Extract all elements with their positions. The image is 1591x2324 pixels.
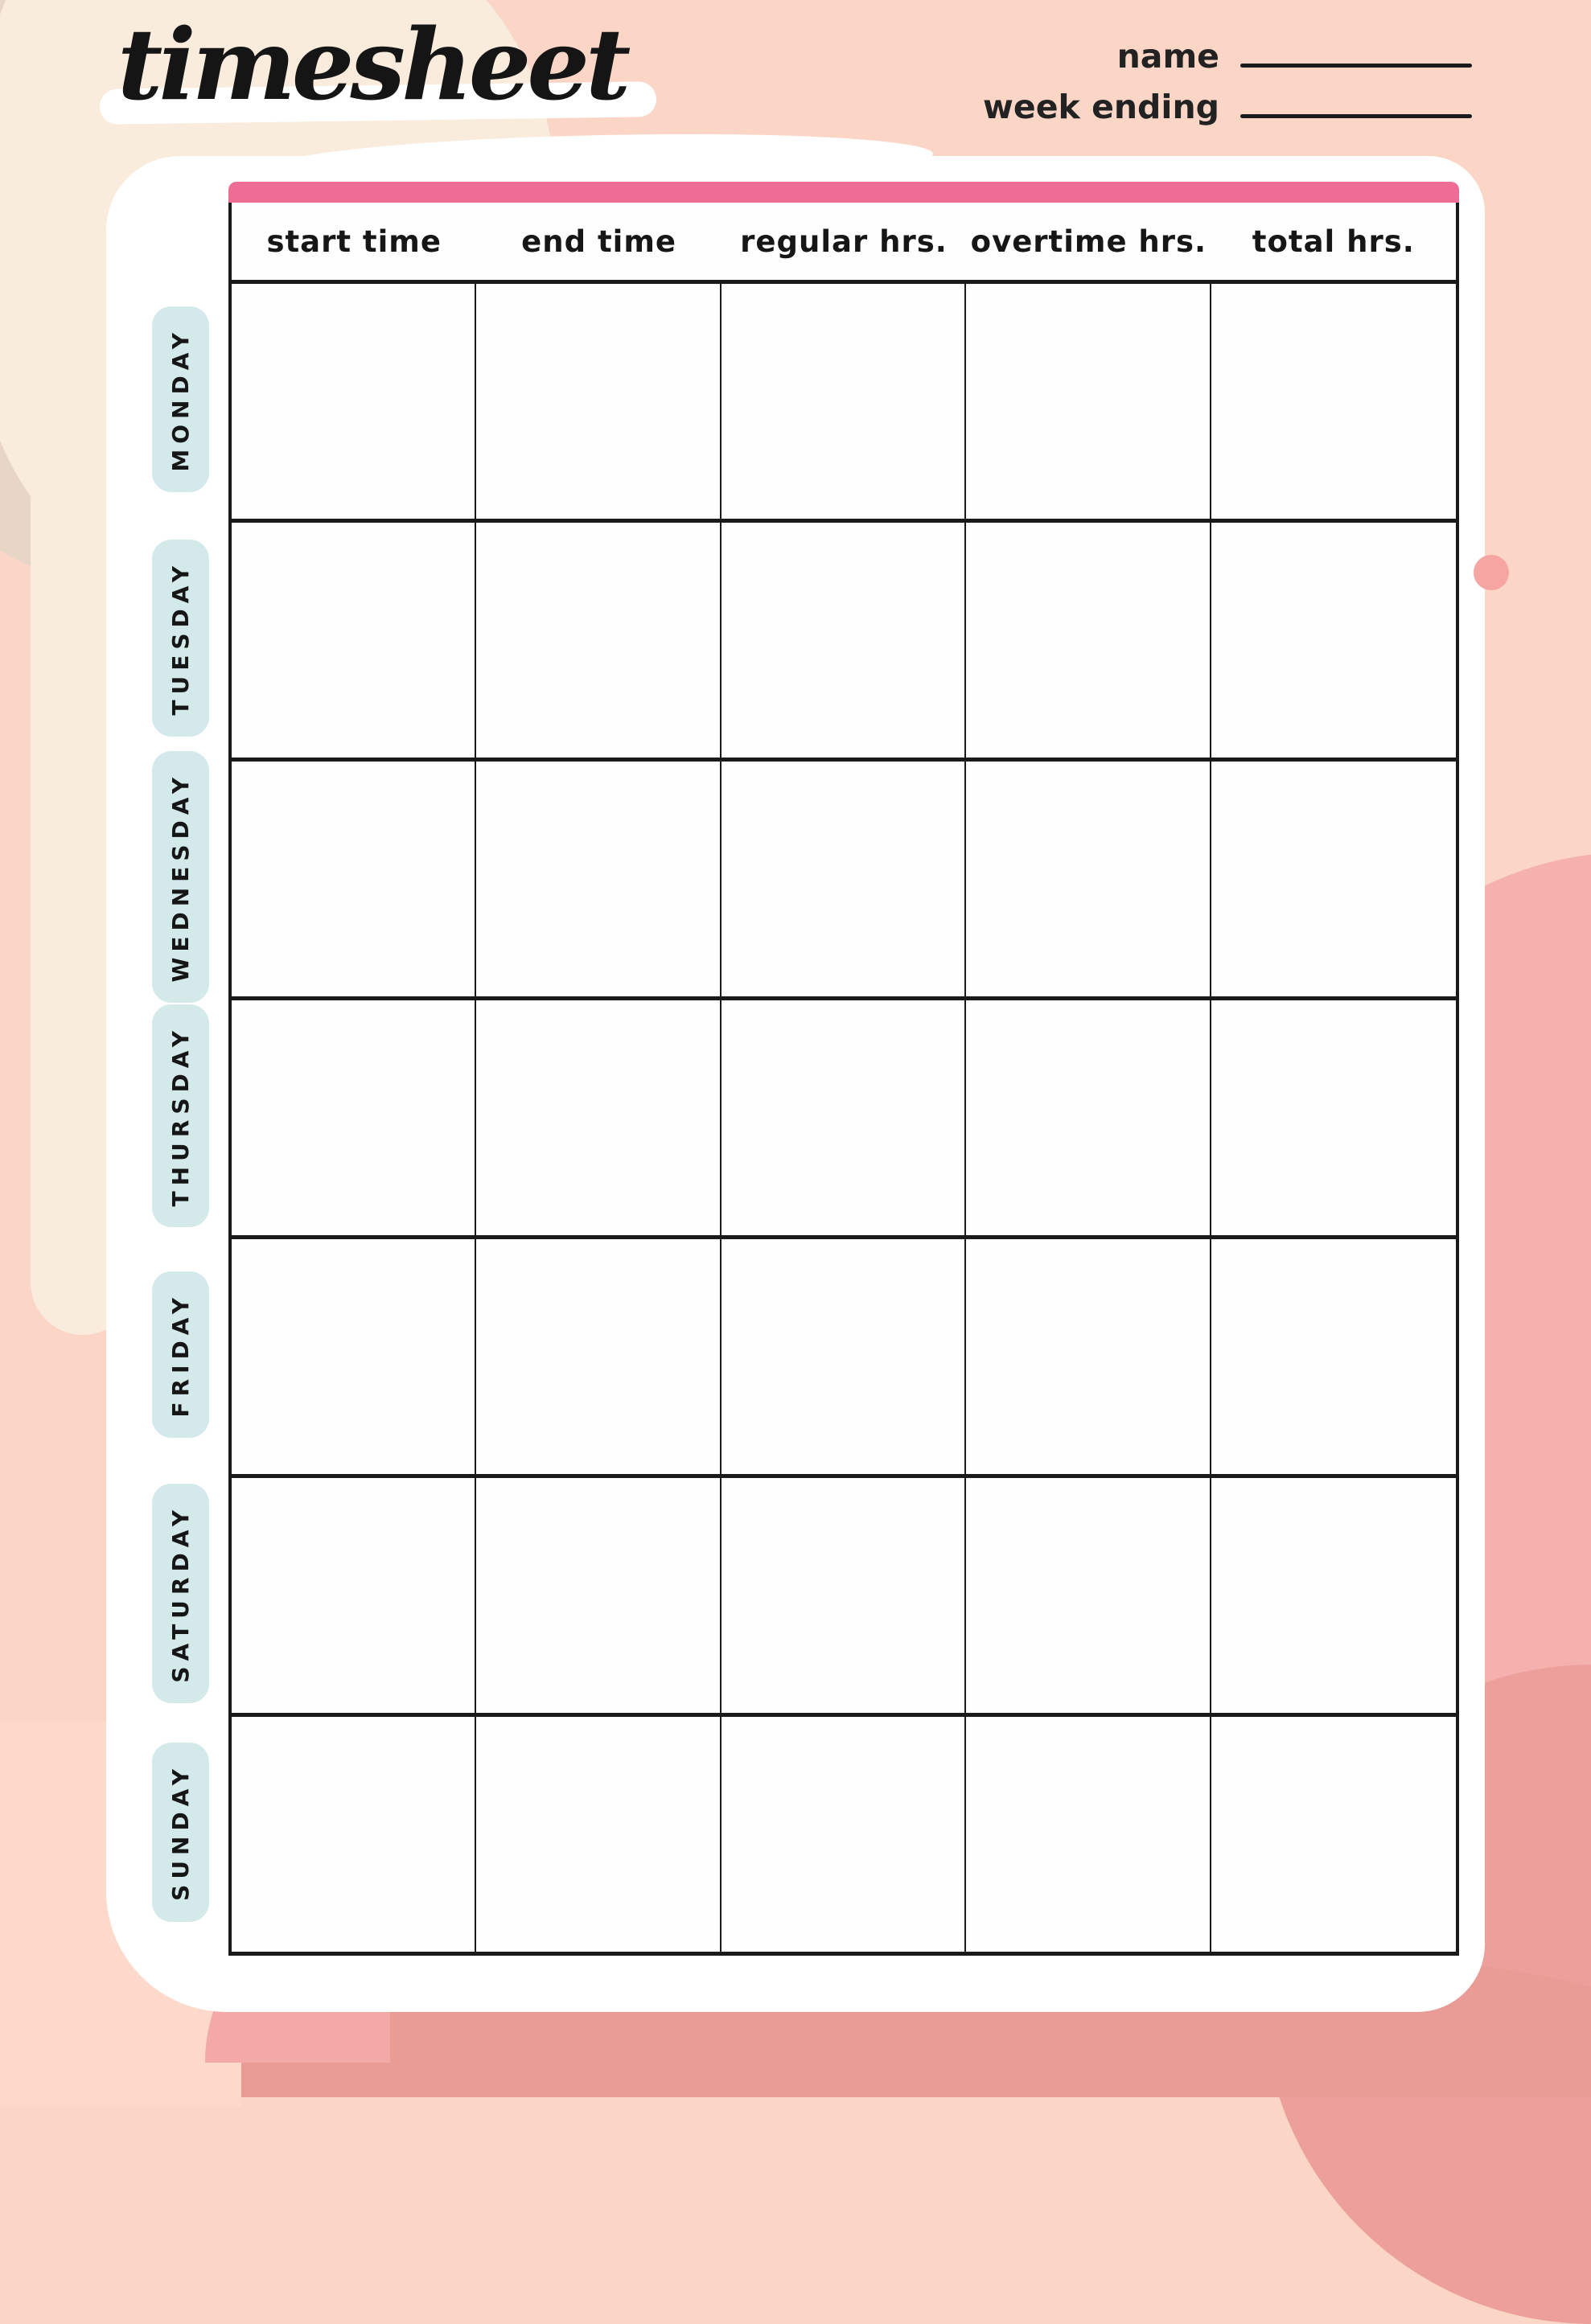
day-tab-slot (152, 280, 209, 519)
cell-thursday-start-time[interactable] (232, 1000, 476, 1235)
day-tab-slot (152, 1474, 209, 1713)
table-row-tuesday (232, 523, 1456, 762)
cell-friday-total-hrs[interactable] (1211, 1239, 1456, 1474)
day-tab-slot (152, 758, 209, 996)
page-title: timesheet (117, 6, 627, 122)
cell-friday-overtime-hrs[interactable] (966, 1239, 1211, 1474)
cell-tuesday-end-time[interactable] (476, 523, 721, 758)
cell-thursday-end-time[interactable] (476, 1000, 721, 1235)
cell-thursday-overtime-hrs[interactable] (966, 1000, 1211, 1235)
table-accent-bar (228, 182, 1459, 203)
table-row-wednesday (232, 762, 1456, 1000)
heart-icon: ♡ (967, 1965, 994, 1998)
cell-tuesday-total-hrs[interactable] (1211, 523, 1456, 758)
cell-tuesday-start-time[interactable] (232, 523, 476, 758)
cell-friday-regular-hrs[interactable] (722, 1239, 966, 1474)
day-tab-sunday (152, 1743, 209, 1922)
day-tab-label: SATURDAY (167, 1504, 194, 1683)
day-tab-saturday (152, 1484, 209, 1704)
cell-wednesday-regular-hrs[interactable] (722, 762, 966, 996)
cell-sunday-overtime-hrs[interactable] (966, 1717, 1211, 1952)
week-ending-input[interactable] (1240, 114, 1472, 118)
cell-wednesday-end-time[interactable] (476, 762, 721, 996)
cell-wednesday-total-hrs[interactable] (1211, 762, 1456, 996)
name-label: name (1116, 37, 1219, 76)
cell-monday-start-time[interactable] (232, 284, 476, 519)
day-tab-slot (152, 996, 209, 1235)
cell-saturday-regular-hrs[interactable] (722, 1478, 966, 1713)
day-tab-slot (152, 1235, 209, 1474)
table-row-saturday (232, 1478, 1456, 1717)
cell-sunday-start-time[interactable] (232, 1717, 476, 1952)
day-tab-label: THURSDAY (167, 1024, 194, 1207)
cell-monday-regular-hrs[interactable] (722, 284, 966, 519)
cell-saturday-overtime-hrs[interactable] (966, 1478, 1211, 1713)
column-header-regular-hrs: regular hrs. (740, 224, 948, 259)
day-tab-monday (152, 306, 209, 493)
day-tab-label: FRIDAY (167, 1291, 194, 1418)
day-tab-slot (152, 519, 209, 758)
day-tab-wednesday (152, 751, 209, 1004)
table-row-sunday (232, 1717, 1456, 1952)
cell-wednesday-start-time[interactable] (232, 762, 476, 996)
table-header-row (232, 203, 1456, 284)
day-tab-label: MONDAY (167, 326, 194, 472)
cell-thursday-regular-hrs[interactable] (722, 1000, 966, 1235)
cell-friday-end-time[interactable] (476, 1239, 721, 1474)
column-header-total-hrs: total hrs. (1252, 224, 1415, 259)
day-tab-thursday (152, 1004, 209, 1228)
table-row-monday (232, 284, 1456, 523)
cell-monday-end-time[interactable] (476, 284, 721, 519)
cell-sunday-regular-hrs[interactable] (722, 1717, 966, 1952)
day-tab-slot (152, 1713, 209, 1952)
day-tabs-column (152, 280, 209, 1952)
cell-sunday-total-hrs[interactable] (1211, 1717, 1456, 1952)
day-tab-label: TUESDAY (167, 560, 194, 716)
column-header-end-time: end time (521, 224, 676, 259)
cell-saturday-end-time[interactable] (476, 1478, 721, 1713)
cell-tuesday-regular-hrs[interactable] (722, 523, 966, 758)
day-tab-friday (152, 1271, 209, 1439)
week-ending-field-row (983, 88, 1472, 126)
day-tab-label: SUNDAY (167, 1764, 194, 1901)
day-tab-tuesday (152, 540, 209, 737)
column-header-start-time: start time (266, 224, 442, 259)
week-ending-label: week ending (983, 88, 1219, 126)
header-fields (949, 37, 1472, 126)
timesheet-table (228, 203, 1459, 1956)
name-input[interactable] (1240, 64, 1472, 68)
cell-saturday-start-time[interactable] (232, 1478, 476, 1713)
footer-brand (0, 1965, 1591, 2006)
card-edge-pink-bump (1474, 555, 1509, 590)
name-field-row (1116, 37, 1472, 76)
column-header-overtime-hrs: overtime hrs. (970, 224, 1207, 259)
footer-brand-text: World of Printables (597, 1965, 960, 2006)
table-row-friday (232, 1239, 1456, 1478)
cell-saturday-total-hrs[interactable] (1211, 1478, 1456, 1713)
cell-friday-start-time[interactable] (232, 1239, 476, 1474)
cell-tuesday-overtime-hrs[interactable] (966, 523, 1211, 758)
cell-monday-overtime-hrs[interactable] (966, 284, 1211, 519)
cell-wednesday-overtime-hrs[interactable] (966, 762, 1211, 996)
day-tab-label: WEDNESDAY (167, 771, 194, 983)
cell-monday-total-hrs[interactable] (1211, 284, 1456, 519)
cell-sunday-end-time[interactable] (476, 1717, 721, 1952)
cell-thursday-total-hrs[interactable] (1211, 1000, 1456, 1235)
table-row-thursday (232, 1000, 1456, 1239)
